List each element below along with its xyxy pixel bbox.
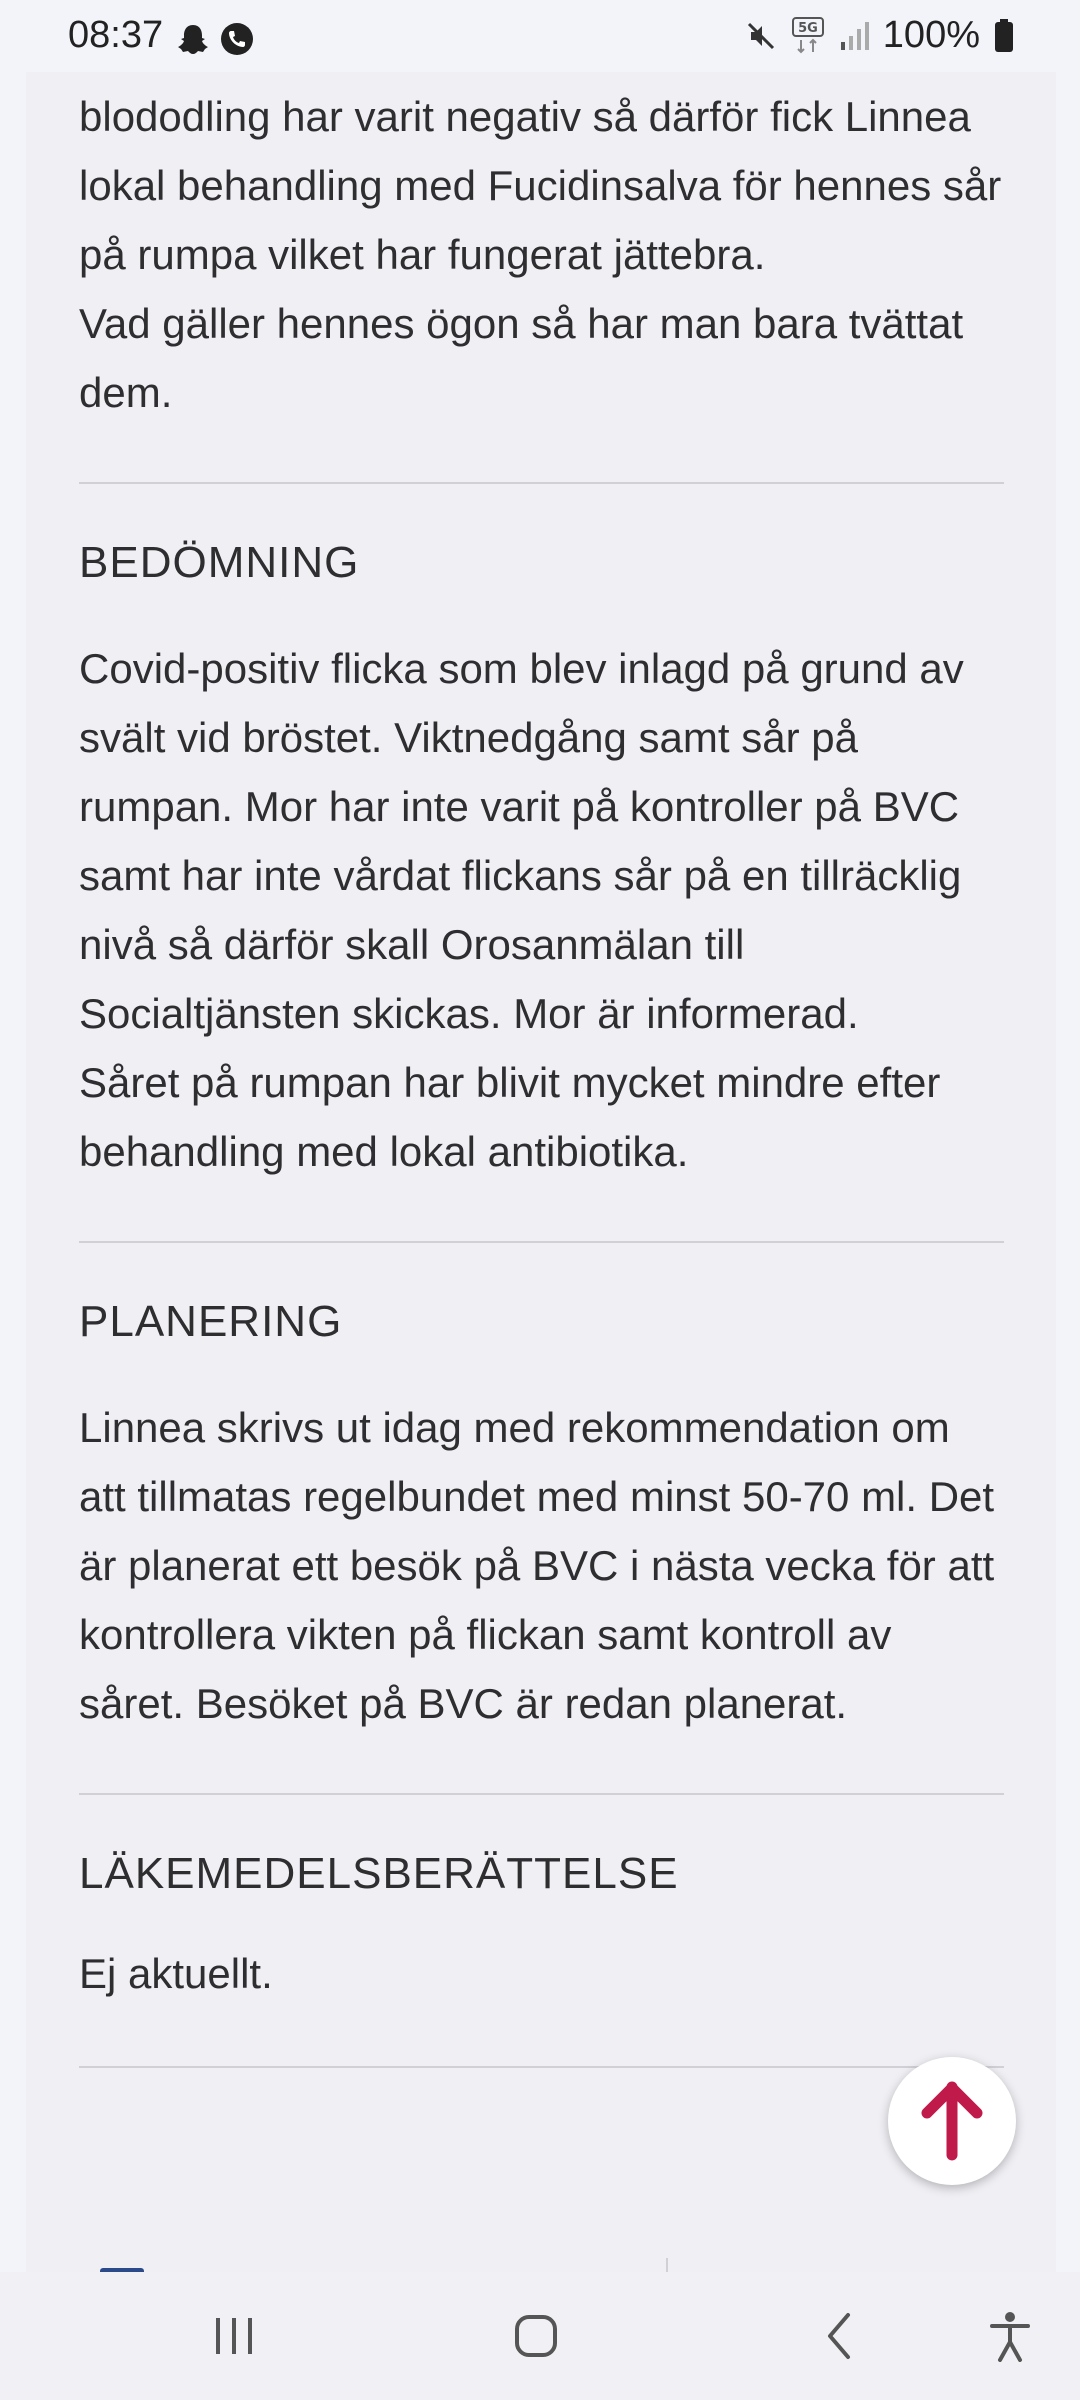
phone-call-icon — [220, 22, 254, 56]
status-time: 08:37 — [68, 14, 164, 56]
section-body-planering: Linnea skrivs ut idag med rekommendation om att tillmatas regelbundet med minst 50-70 ml. Det är planerat ett besök på BVC i nästa vecka för att kontrollera vikten på flickan samt kontroll av såret. Besöket på BVC är redan planerat. — [79, 1404, 995, 1727]
intro-paragraph-2: Vad gäller hennes ögon så har man bara tvättat dem. — [79, 300, 964, 416]
recent-apps-icon — [212, 2314, 256, 2358]
svg-text:5G: 5G — [797, 20, 818, 36]
intro-paragraph: blododling har varit negativ så därför fick Linnea lokal behandling med Fucidinsalva för hennes sår på rumpa vilket har fungerat jättebra. — [79, 93, 1002, 278]
accessibility-button[interactable] — [970, 2296, 1050, 2376]
section-title-lakemedel: LÄKEMEDELSBERÄTTELSE — [79, 1849, 679, 1898]
status-right-cluster — [745, 14, 1014, 57]
home-icon — [513, 2313, 559, 2359]
signal-icon — [839, 20, 869, 52]
back-icon — [820, 2311, 860, 2361]
snapchat-icon — [176, 22, 210, 56]
back-button[interactable] — [800, 2296, 880, 2376]
report-content — [79, 72, 1004, 2068]
mute-icon — [745, 20, 777, 52]
battery-percent: 100% — [882, 14, 980, 56]
arrow-up-icon — [917, 2081, 987, 2161]
5g-icon — [791, 16, 825, 56]
system-nav-bar — [0, 2272, 1080, 2400]
section-divider — [79, 1241, 1004, 1243]
column-separator — [666, 2258, 668, 2272]
accessibility-icon — [988, 2310, 1032, 2362]
scroll-to-top-button[interactable] — [888, 2057, 1016, 2185]
status-left-icons — [176, 22, 254, 56]
section-divider — [79, 1793, 1004, 1795]
section-title-planering: PLANERING — [79, 1297, 343, 1346]
section-body-bedomning: Covid-positiv flicka som blev inlagd på grund av svält vid bröstet. Viktnedgång samt sår på rumpan. Mor har inte varit på kontroller på BVC samt har inte vårdat flickans sår på en tillräcklig nivå så därför skall Orosanmälan till Socialtjänsten skickas. Mor är informerad. — [79, 645, 964, 1037]
section-divider — [79, 2066, 1004, 2068]
battery-icon — [994, 19, 1014, 53]
section-title-bedomning: BEDÖMNING — [79, 538, 360, 587]
recent-apps-button[interactable] — [194, 2296, 274, 2376]
home-button[interactable] — [496, 2296, 576, 2376]
section-divider — [79, 482, 1004, 484]
section-body-lakemedel: Ej aktuellt. — [79, 1950, 273, 1997]
status-bar — [0, 0, 1080, 72]
section-body-bedomning-2: Såret på rumpan har blivit mycket mindre efter behandling med lokal antibiotika. — [79, 1059, 941, 1175]
